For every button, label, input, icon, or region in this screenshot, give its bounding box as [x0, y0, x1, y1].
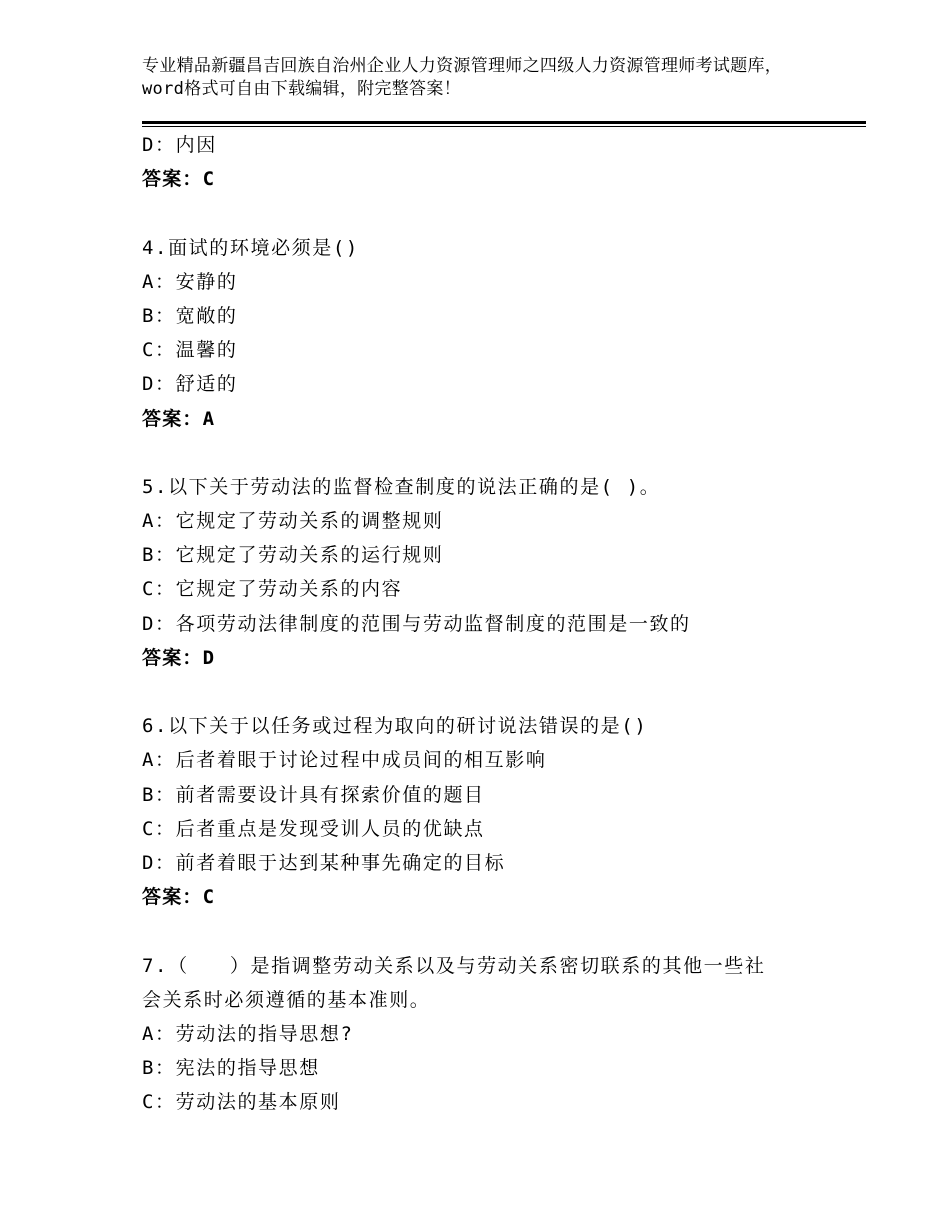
option-d: D：舒适的 [142, 373, 238, 396]
spacer [142, 675, 832, 709]
question-7 [142, 949, 832, 1120]
option-a: A：安静的 [142, 270, 238, 293]
answer-line: 答案：C [142, 168, 216, 191]
question-list [142, 128, 832, 1119]
option-d: D：前者着眼于达到某种事先确定的目标 [142, 851, 506, 874]
option-d: D：内因 [142, 134, 217, 156]
question-5 [142, 470, 832, 675]
question-3 [142, 128, 832, 196]
option-c: C：它规定了劳动关系的内容 [142, 578, 403, 601]
question-4 [142, 231, 832, 436]
question-stem: 4.面试的环境必须是() [142, 236, 359, 259]
header-divider-thick [142, 121, 866, 124]
answer-line: 答案：C [142, 886, 216, 909]
option-c: C：劳动法的基本原则 [142, 1091, 341, 1114]
question-stem: 7.（ ）是指调整劳动关系以及与劳动关系密切联系的其他一些社 [142, 954, 766, 977]
option-a: A：劳动法的指导思想? [142, 1022, 354, 1045]
header-divider-thin [142, 126, 866, 127]
answer-line: 答案：A [142, 407, 216, 430]
option-b: B：宪法的指导思想 [142, 1057, 320, 1080]
spacer [142, 436, 832, 470]
option-b: B：宽敞的 [142, 304, 238, 327]
spacer [142, 914, 832, 948]
answer-line: 答案：D [142, 646, 216, 669]
option-b: B：前者需要设计具有探索价值的题目 [142, 783, 485, 806]
question-6 [142, 709, 832, 914]
option-d: D：各项劳动法律制度的范围与劳动监督制度的范围是一致的 [142, 612, 691, 635]
spacer [142, 196, 832, 230]
question-stem: 5.以下关于劳动法的监督检查制度的说法正确的是( )。 [142, 475, 661, 498]
option-c: C：温馨的 [142, 339, 238, 362]
question-stem-continued: 会关系时必须遵循的基本准则。 [142, 988, 431, 1011]
option-a: A：后者着眼于讨论过程中成员间的相互影响 [142, 749, 547, 772]
option-b: B：它规定了劳动关系的运行规则 [142, 544, 444, 567]
option-a: A：它规定了劳动关系的调整规则 [142, 510, 444, 533]
option-c: C：后者重点是发现受训人员的优缺点 [142, 817, 485, 840]
question-stem: 6.以下关于以任务或过程为取向的研讨说法错误的是() [142, 715, 648, 738]
header-text: 专业精品新疆昌吉回族自治州企业人力资源管理师之四级人力资源管理师考试题库，word格式可自由下载编辑，附完整答案！ [142, 56, 783, 99]
document-header [142, 55, 822, 101]
